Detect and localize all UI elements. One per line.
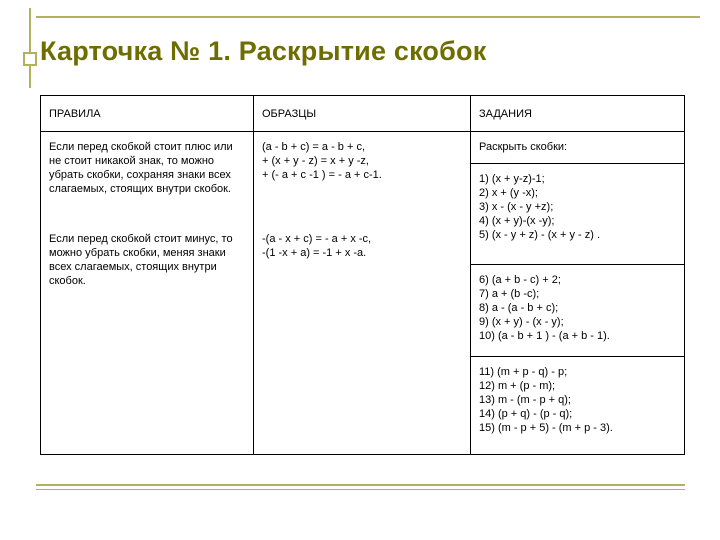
task-item: 14) (p + q) - (p - q); [479, 408, 573, 420]
task-item: 15) (m - p + 5) - (m + p - 3). [479, 422, 613, 434]
bottom-rule-line-thin [36, 489, 685, 490]
task-item: 5) (x - y + z) - (x + y - z) . [479, 229, 600, 241]
task-item: 2) x + (y -x); [479, 187, 538, 199]
card-table [40, 95, 685, 455]
bottom-rule-line-thick [36, 484, 685, 486]
tasks-label: Раскрыть скобки: [471, 132, 684, 164]
sample-line: + (x + y - z) = x + y -z, [262, 155, 369, 167]
header-cell-tasks: ЗАДАНИЯ [471, 96, 684, 132]
samples-column [254, 132, 471, 454]
sample-line: + (- a + c -1 ) = - a + c-1. [262, 169, 382, 181]
rule-paragraph-minus: Если перед скобкой стоит минус, то можно убрать скобки, меняя знаки всех слагаемых, стоящих внутри скобок. [49, 233, 233, 287]
slide-title: Карточка № 1. Раскрытие скобок [40, 36, 487, 66]
header-cell-samples: ОБРАЗЦЫ [254, 96, 471, 132]
sample-line: -(a - x + c) = - a + x -c, [262, 233, 372, 245]
sample-group-minus [262, 232, 462, 260]
sample-line: (a - b + c) = a - b + c, [262, 141, 366, 153]
sample-line: -(1 -x + a) = -1 + x -a. [262, 247, 367, 259]
task-item: 8) a - (a - b + c); [479, 302, 559, 314]
header-cell-rules: ПРАВИЛА [41, 96, 254, 132]
task-item: 9) (x + y) - (x - y); [479, 316, 564, 328]
task-group-1 [471, 164, 684, 265]
task-item: 12) m + (p - m); [479, 380, 556, 392]
task-group-3 [471, 357, 684, 454]
task-item: 3) x - (x - y +z); [479, 201, 554, 213]
task-item: 6) (a + b - c) + 2; [479, 274, 561, 286]
sample-group-plus [262, 140, 462, 182]
task-item: 1) (x + y-z)-1; [479, 173, 545, 185]
task-group-2 [471, 265, 684, 357]
corner-square-decoration [23, 52, 37, 66]
task-item: 13) m - (m - p + q); [479, 394, 571, 406]
left-rule-line [29, 8, 31, 88]
rules-column [41, 132, 254, 454]
rule-paragraph-plus: Если перед скобкой стоит плюс или не стоит никакой знак, то можно убрать скобки, сохраняя знаки всех слагаемых, стоящих внутри скобок. [49, 141, 233, 195]
task-item: 10) (a - b + 1 ) - (a + b - 1). [479, 330, 610, 342]
task-item: 7) a + (b -c); [479, 288, 540, 300]
top-rule-line [36, 16, 700, 18]
task-item: 4) (x + y)-(x -y); [479, 215, 555, 227]
tasks-column [471, 132, 684, 454]
task-item: 11) (m + p - q) - p; [479, 366, 568, 378]
